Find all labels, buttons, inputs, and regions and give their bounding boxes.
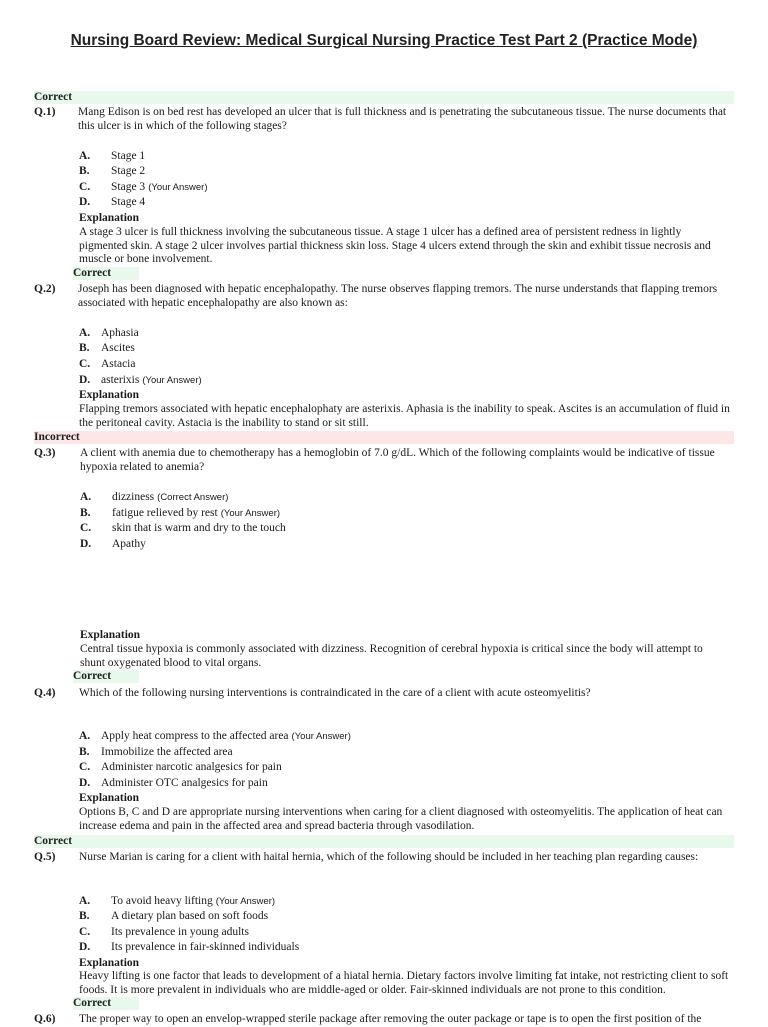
option-text: asterixis	[101, 374, 140, 386]
option-letter: D.	[80, 538, 92, 550]
option-text: Aphasia	[101, 327, 139, 339]
option-text: skin that is warm and dry to the touch	[112, 522, 286, 534]
question-number: Q.2)	[34, 283, 56, 295]
question-text: Mang Edison is on bed rest has developed an ulcer that is full thickness and is penetrating the subcutaneous tissue. The nurse documents that this ulcer is in which of the following stages?	[78, 106, 727, 132]
explanation-text: Central tissue hypoxia is commonly associated with dizziness. Recognition of cerebral hypoxia is critical since the body will attempt to shunt oxygenated blood to vital organs.	[80, 643, 703, 669]
question-text: A client with anemia due to chemotherapy has a hemoglobin of 7.0 g/dL. Which of the following complaints would be indicative of tissue hypoxia related to anemia?	[80, 447, 715, 473]
status-correct-badge: Correct	[73, 267, 139, 280]
status-incorrect-badge: Incorrect	[34, 431, 734, 444]
answer-note: (Your Answer)	[220, 508, 281, 519]
option-letter: D.	[79, 941, 91, 953]
question-number: Q.3)	[34, 447, 56, 459]
answer-note: (Your Answer)	[291, 731, 351, 742]
explanation-label: Explanation	[79, 212, 140, 224]
option-letter: B.	[79, 910, 90, 922]
question-number: Q.5)	[34, 851, 56, 863]
option-letter: B.	[80, 507, 91, 519]
option-letter: A.	[79, 895, 91, 907]
explanation-text: Options B, C and D are appropriate nursing interventions when caring for a client diagnosed with osteomyelitis. The application of heat can increase edema and pain in the affected area and spread bacteria through vasodilation.	[79, 806, 723, 832]
answer-note: (Your Answer)	[215, 896, 276, 907]
option-letter: A.	[80, 491, 92, 503]
status-correct-badge: Correct	[34, 91, 734, 104]
question-text: Nurse Marian is caring for a client with haital hernia, which of the following should be included in her teaching plan regarding causes:	[79, 851, 699, 863]
option-text: Ascites	[101, 342, 135, 354]
question-text: Joseph has been diagnosed with hepatic encephalopathy. The nurse observes flapping tremors. The nurse understands that flapping tremors associated with hepatic encephalopathy are also known as:	[78, 283, 718, 309]
question-number: Q.1)	[34, 106, 56, 118]
option-letter: D.	[79, 196, 91, 208]
question-text: The proper way to open an envelop-wrapped sterile package after removing the outer package or tape is to open the first position of the	[79, 1013, 702, 1025]
question-number: Q.6)	[34, 1013, 56, 1025]
option-letter: D.	[79, 374, 91, 386]
option-letter: A.	[79, 150, 91, 162]
option-letter: C.	[79, 926, 91, 938]
explanation-label: Explanation	[79, 957, 140, 969]
option-text: To avoid heavy lifting	[111, 895, 213, 907]
option-text: fatigue relieved by rest	[112, 507, 218, 519]
status-correct-badge: Correct	[73, 670, 139, 683]
option-letter: C.	[79, 181, 91, 193]
question-number: Q.4)	[34, 687, 56, 699]
option-text: A dietary plan based on soft foods	[111, 910, 269, 922]
answer-note: (Correct Answer)	[157, 492, 229, 503]
status-correct-badge: Correct	[73, 997, 139, 1010]
option-text: Its prevalence in young adults	[111, 926, 249, 938]
option-text: Stage 3	[111, 181, 146, 193]
option-text: Immobilize the affected area	[101, 746, 233, 758]
option-letter: A.	[79, 730, 91, 742]
option-letter: B.	[79, 342, 90, 354]
explanation-label: Explanation	[79, 792, 140, 804]
status-correct-badge: Correct	[34, 835, 734, 848]
explanation-label: Explanation	[79, 389, 140, 401]
option-text: Stage 4	[111, 196, 146, 208]
option-text: Apathy	[112, 538, 146, 550]
page-title: Nursing Board Review: Medical Surgical Nursing Practice Test Part 2 (Practice Mode)	[70, 32, 698, 49]
option-text: Astacia	[101, 358, 136, 370]
explanation-label: Explanation	[80, 629, 141, 641]
option-letter: C.	[79, 358, 91, 370]
option-text: Its prevalence in fair-skinned individuals	[111, 941, 300, 953]
option-text: Administer narcotic analgesics for pain	[101, 761, 282, 773]
option-text: Stage 1	[111, 150, 146, 162]
option-letter: B.	[79, 746, 90, 758]
explanation-text: Heavy lifting is one factor that leads to development of a hiatal hernia. Dietary factors involve limiting fat intake, not restricting client to soft foods. It is more prevalent in individuals who are middle-aged or older. Fair-skinned individuals are not prone to this condition.	[79, 970, 729, 996]
option-text: Stage 2	[111, 165, 146, 177]
option-letter: A.	[79, 327, 91, 339]
question-text: Which of the following nursing interventions is contraindicated in the care of a client with acute osteomyelitis?	[79, 687, 591, 699]
option-letter: D.	[79, 777, 91, 789]
option-letter: C.	[79, 761, 91, 773]
explanation-text: A stage 3 ulcer is full thickness involving the subcutaneous tissue. A stage 1 ulcer has a defined area of persistent redness in lightly pigmented skin. A stage 2 ulcer involves partial thickness skin loss. Stage 4 ulcers extend through the skin and exhibit tissue necrosis and muscle or bone involvement.	[79, 226, 711, 265]
explanation-text: Flapping tremors associated with hepatic encephalophaty are asterixis. Aphasia is the inability to speak. Ascites is an accumulation of fluid in the peritoneal cavity. Astacia is the inability to stand or sit still.	[79, 403, 730, 429]
answer-note: (Your Answer)	[142, 375, 202, 386]
option-text: Apply heat compress to the affected area	[101, 730, 289, 742]
option-text: Administer OTC analgesics for pain	[101, 777, 268, 789]
option-letter: C.	[80, 522, 92, 534]
option-text: dizziness	[112, 491, 155, 503]
option-letter: B.	[79, 165, 90, 177]
answer-note: (Your Answer)	[148, 182, 208, 193]
